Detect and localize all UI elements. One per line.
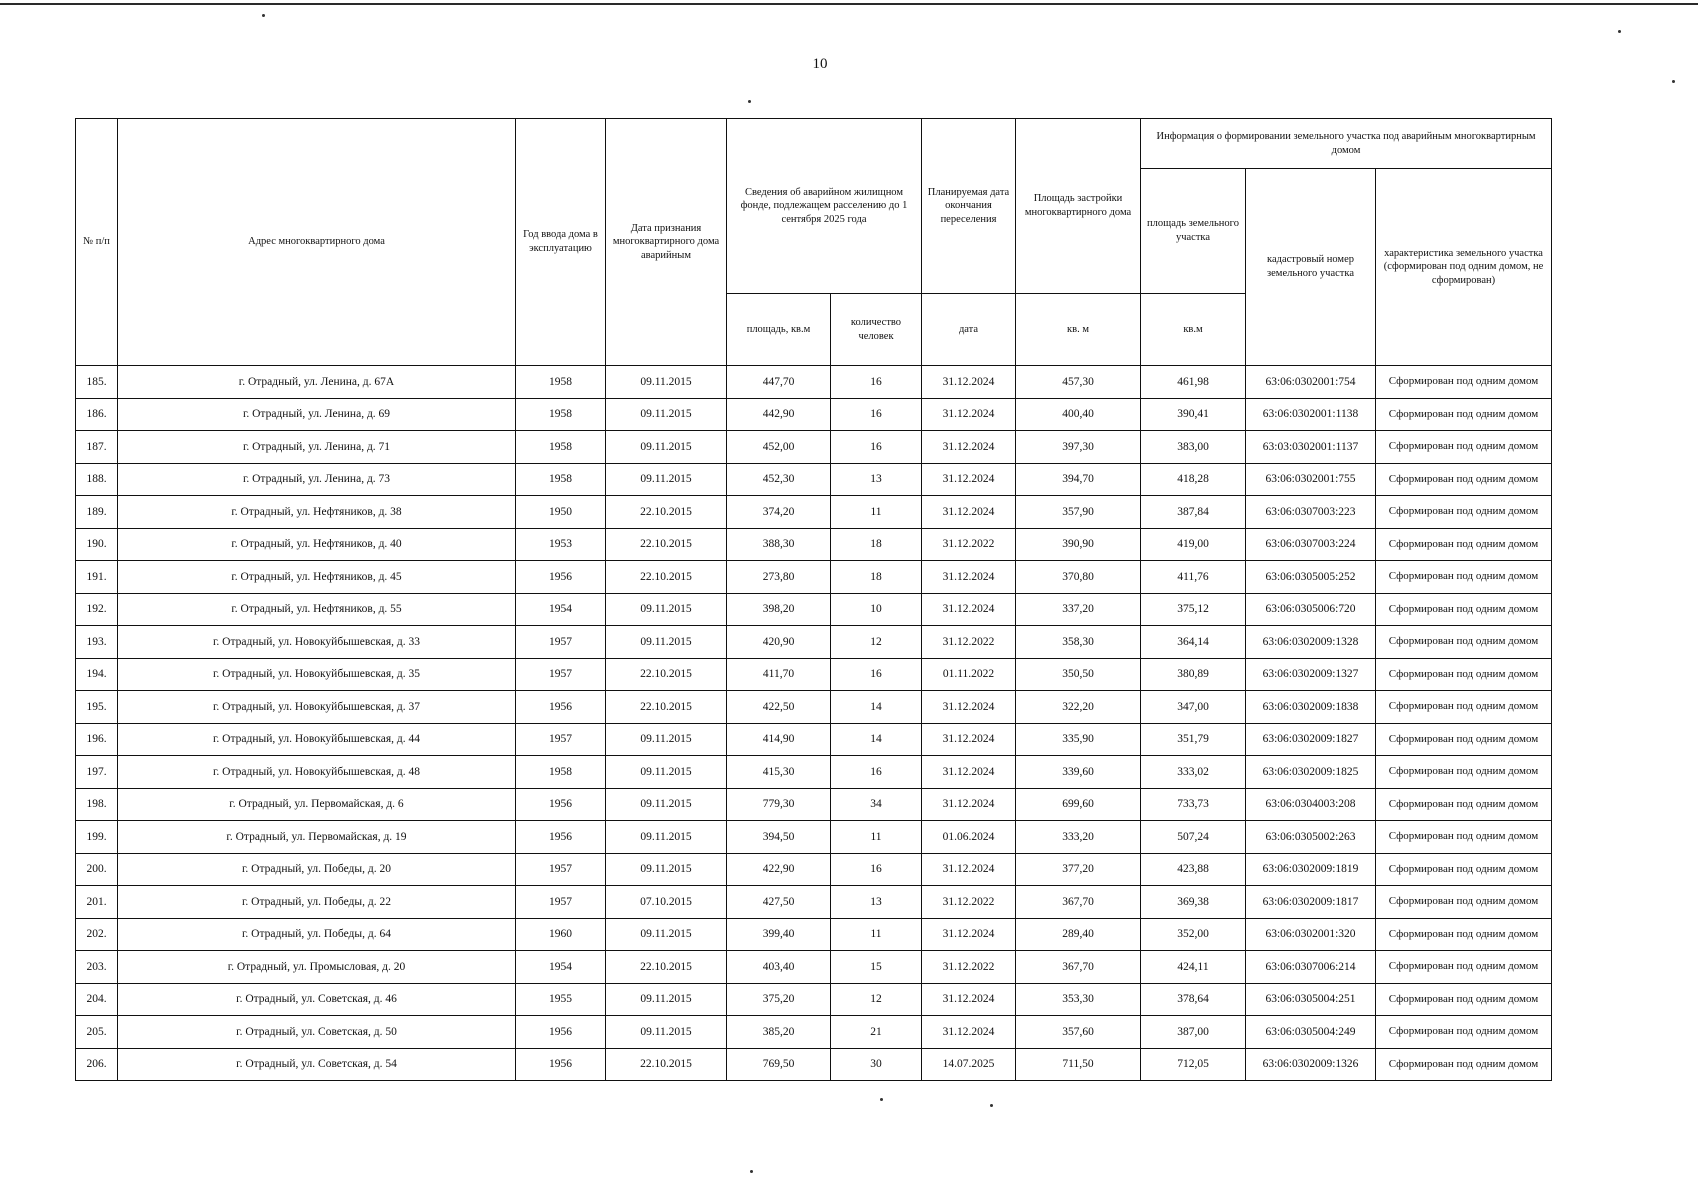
row-planned-date: 31.12.2022 bbox=[922, 951, 1016, 984]
row-area: 779,30 bbox=[727, 788, 831, 821]
row-number: 188. bbox=[76, 463, 118, 496]
table-row bbox=[76, 788, 1552, 821]
row-recognition-date: 09.11.2015 bbox=[606, 788, 727, 821]
row-building-area: 397,30 bbox=[1016, 431, 1141, 464]
table-row bbox=[76, 821, 1552, 854]
row-number: 185. bbox=[76, 366, 118, 399]
row-planned-date: 31.12.2024 bbox=[922, 756, 1016, 789]
row-planned-date: 01.11.2022 bbox=[922, 658, 1016, 691]
row-address: г. Отрадный, ул. Советская, д. 46 bbox=[118, 983, 516, 1016]
row-number: 194. bbox=[76, 658, 118, 691]
row-people: 34 bbox=[831, 788, 922, 821]
row-cadastral: 63:06:0302001:1138 bbox=[1246, 398, 1376, 431]
header-cadastral: кадастровый номер земельного участка bbox=[1246, 169, 1376, 366]
row-land-status: Сформирован под одним домом bbox=[1376, 1048, 1552, 1081]
row-address: г. Отрадный, ул. Ленина, д. 71 bbox=[118, 431, 516, 464]
row-people: 30 bbox=[831, 1048, 922, 1081]
row-planned-date: 31.12.2024 bbox=[922, 593, 1016, 626]
row-building-area: 357,90 bbox=[1016, 496, 1141, 529]
row-year: 1958 bbox=[516, 366, 606, 399]
row-people: 16 bbox=[831, 431, 922, 464]
scan-speck bbox=[990, 1104, 993, 1107]
row-year: 1957 bbox=[516, 853, 606, 886]
row-year: 1960 bbox=[516, 918, 606, 951]
row-year: 1954 bbox=[516, 951, 606, 984]
row-land-area: 352,00 bbox=[1141, 918, 1246, 951]
row-people: 16 bbox=[831, 853, 922, 886]
row-number: 199. bbox=[76, 821, 118, 854]
table-row bbox=[76, 1048, 1552, 1081]
row-year: 1956 bbox=[516, 821, 606, 854]
row-land-status: Сформирован под одним домом bbox=[1376, 723, 1552, 756]
row-recognition-date: 22.10.2015 bbox=[606, 691, 727, 724]
table-row bbox=[76, 366, 1552, 399]
row-year: 1953 bbox=[516, 528, 606, 561]
row-address: г. Отрадный, ул. Советская, д. 50 bbox=[118, 1016, 516, 1049]
row-year: 1955 bbox=[516, 983, 606, 1016]
row-cadastral: 63:06:0302009:1326 bbox=[1246, 1048, 1376, 1081]
row-building-area: 400,40 bbox=[1016, 398, 1141, 431]
top-scan-rule bbox=[0, 3, 1698, 5]
table-row bbox=[76, 951, 1552, 984]
row-land-area: 411,76 bbox=[1141, 561, 1246, 594]
row-area: 394,50 bbox=[727, 821, 831, 854]
row-area: 414,90 bbox=[727, 723, 831, 756]
row-address: г. Отрадный, ул. Новокуйбышевская, д. 35 bbox=[118, 658, 516, 691]
row-land-status: Сформирован под одним домом bbox=[1376, 691, 1552, 724]
row-area: 422,90 bbox=[727, 853, 831, 886]
table-row bbox=[76, 463, 1552, 496]
scan-speck bbox=[1618, 30, 1621, 33]
page-number: 10 bbox=[812, 56, 828, 72]
row-year: 1957 bbox=[516, 658, 606, 691]
row-land-area: 383,00 bbox=[1141, 431, 1246, 464]
row-area: 399,40 bbox=[727, 918, 831, 951]
row-building-area: 711,50 bbox=[1016, 1048, 1141, 1081]
row-area: 385,20 bbox=[727, 1016, 831, 1049]
row-recognition-date: 09.11.2015 bbox=[606, 821, 727, 854]
row-planned-date: 31.12.2024 bbox=[922, 463, 1016, 496]
row-people: 11 bbox=[831, 496, 922, 529]
row-address: г. Отрадный, ул. Нефтяников, д. 38 bbox=[118, 496, 516, 529]
subheader-date: дата bbox=[922, 294, 1016, 366]
row-address: г. Отрадный, ул. Нефтяников, д. 55 bbox=[118, 593, 516, 626]
row-land-area: 364,14 bbox=[1141, 626, 1246, 659]
row-area: 442,90 bbox=[727, 398, 831, 431]
row-cadastral: 63:03:0302001:1137 bbox=[1246, 431, 1376, 464]
row-building-area: 350,50 bbox=[1016, 658, 1141, 691]
row-cadastral: 63:06:0302009:1825 bbox=[1246, 756, 1376, 789]
row-recognition-date: 09.11.2015 bbox=[606, 853, 727, 886]
row-building-area: 289,40 bbox=[1016, 918, 1141, 951]
row-area: 388,30 bbox=[727, 528, 831, 561]
table-row bbox=[76, 593, 1552, 626]
row-land-area: 424,11 bbox=[1141, 951, 1246, 984]
row-year: 1956 bbox=[516, 788, 606, 821]
row-planned-date: 31.12.2024 bbox=[922, 723, 1016, 756]
table-row bbox=[76, 398, 1552, 431]
row-address: г. Отрадный, ул. Новокуйбышевская, д. 33 bbox=[118, 626, 516, 659]
row-recognition-date: 22.10.2015 bbox=[606, 561, 727, 594]
row-recognition-date: 09.11.2015 bbox=[606, 366, 727, 399]
row-address: г. Отрадный, ул. Первомайская, д. 6 bbox=[118, 788, 516, 821]
row-planned-date: 01.06.2024 bbox=[922, 821, 1016, 854]
row-land-area: 380,89 bbox=[1141, 658, 1246, 691]
row-building-area: 394,70 bbox=[1016, 463, 1141, 496]
row-year: 1956 bbox=[516, 1016, 606, 1049]
row-cadastral: 63:06:0302009:1328 bbox=[1246, 626, 1376, 659]
row-number: 191. bbox=[76, 561, 118, 594]
row-land-area: 387,00 bbox=[1141, 1016, 1246, 1049]
row-land-area: 712,05 bbox=[1141, 1048, 1246, 1081]
row-planned-date: 31.12.2022 bbox=[922, 626, 1016, 659]
row-land-area: 333,02 bbox=[1141, 756, 1246, 789]
row-planned-date: 14.07.2025 bbox=[922, 1048, 1016, 1081]
row-planned-date: 31.12.2024 bbox=[922, 918, 1016, 951]
row-land-status: Сформирован под одним домом bbox=[1376, 951, 1552, 984]
row-year: 1957 bbox=[516, 626, 606, 659]
row-land-area: 461,98 bbox=[1141, 366, 1246, 399]
header-recognition-date: Дата признания многоквартирного дома аварийным bbox=[606, 119, 727, 366]
row-land-status: Сформирован под одним домом bbox=[1376, 821, 1552, 854]
row-cadastral: 63:06:0302009:1817 bbox=[1246, 886, 1376, 919]
row-planned-date: 31.12.2024 bbox=[922, 1016, 1016, 1049]
row-people: 16 bbox=[831, 756, 922, 789]
row-building-area: 367,70 bbox=[1016, 951, 1141, 984]
table-row bbox=[76, 723, 1552, 756]
row-recognition-date: 22.10.2015 bbox=[606, 496, 727, 529]
scan-speck bbox=[880, 1098, 883, 1101]
row-cadastral: 63:06:0305004:249 bbox=[1246, 1016, 1376, 1049]
table-row bbox=[76, 1016, 1552, 1049]
header-land-characteristic: характеристика земельного участка (сформирован под одним домом, не сформирован) bbox=[1376, 169, 1552, 366]
row-land-status: Сформирован под одним домом bbox=[1376, 366, 1552, 399]
table-row bbox=[76, 561, 1552, 594]
row-cadastral: 63:06:0302001:320 bbox=[1246, 918, 1376, 951]
row-area: 427,50 bbox=[727, 886, 831, 919]
scan-speck bbox=[262, 14, 265, 17]
row-building-area: 333,20 bbox=[1016, 821, 1141, 854]
row-land-area: 375,12 bbox=[1141, 593, 1246, 626]
row-building-area: 699,60 bbox=[1016, 788, 1141, 821]
row-year: 1958 bbox=[516, 463, 606, 496]
row-land-status: Сформирован под одним домом bbox=[1376, 528, 1552, 561]
row-area: 420,90 bbox=[727, 626, 831, 659]
row-area: 447,70 bbox=[727, 366, 831, 399]
table-row bbox=[76, 528, 1552, 561]
row-land-status: Сформирован под одним домом bbox=[1376, 658, 1552, 691]
row-people: 16 bbox=[831, 366, 922, 399]
row-cadastral: 63:06:0307003:224 bbox=[1246, 528, 1376, 561]
table-row bbox=[76, 756, 1552, 789]
row-recognition-date: 09.11.2015 bbox=[606, 756, 727, 789]
row-cadastral: 63:06:0307006:214 bbox=[1246, 951, 1376, 984]
row-land-status: Сформирован под одним домом bbox=[1376, 463, 1552, 496]
table-row bbox=[76, 626, 1552, 659]
row-year: 1957 bbox=[516, 886, 606, 919]
row-land-area: 418,28 bbox=[1141, 463, 1246, 496]
row-cadastral: 63:06:0305004:251 bbox=[1246, 983, 1376, 1016]
table-row bbox=[76, 886, 1552, 919]
row-area: 452,00 bbox=[727, 431, 831, 464]
row-number: 186. bbox=[76, 398, 118, 431]
row-building-area: 370,80 bbox=[1016, 561, 1141, 594]
row-land-area: 378,64 bbox=[1141, 983, 1246, 1016]
row-land-status: Сформирован под одним домом bbox=[1376, 983, 1552, 1016]
row-recognition-date: 22.10.2015 bbox=[606, 658, 727, 691]
row-people: 18 bbox=[831, 561, 922, 594]
table-row bbox=[76, 691, 1552, 724]
row-area: 273,80 bbox=[727, 561, 831, 594]
row-people: 21 bbox=[831, 1016, 922, 1049]
row-number: 187. bbox=[76, 431, 118, 464]
row-cadastral: 63:06:0302001:754 bbox=[1246, 366, 1376, 399]
row-year: 1956 bbox=[516, 1048, 606, 1081]
row-building-area: 357,60 bbox=[1016, 1016, 1141, 1049]
table-row bbox=[76, 658, 1552, 691]
row-cadastral: 63:06:0302009:1819 bbox=[1246, 853, 1376, 886]
row-recognition-date: 09.11.2015 bbox=[606, 723, 727, 756]
row-year: 1954 bbox=[516, 593, 606, 626]
row-address: г. Отрадный, ул. Новокуйбышевская, д. 44 bbox=[118, 723, 516, 756]
row-address: г. Отрадный, ул. Советская, д. 54 bbox=[118, 1048, 516, 1081]
row-building-area: 339,60 bbox=[1016, 756, 1141, 789]
row-cadastral: 63:06:0302009:1827 bbox=[1246, 723, 1376, 756]
row-address: г. Отрадный, ул. Нефтяников, д. 45 bbox=[118, 561, 516, 594]
row-people: 18 bbox=[831, 528, 922, 561]
row-number: 197. bbox=[76, 756, 118, 789]
scan-speck bbox=[750, 1170, 753, 1173]
row-number: 192. bbox=[76, 593, 118, 626]
row-people: 13 bbox=[831, 886, 922, 919]
subheader-building-unit: кв. м bbox=[1016, 294, 1141, 366]
row-address: г. Отрадный, ул. Победы, д. 22 bbox=[118, 886, 516, 919]
row-year: 1957 bbox=[516, 723, 606, 756]
row-number: 190. bbox=[76, 528, 118, 561]
row-planned-date: 31.12.2022 bbox=[922, 886, 1016, 919]
subheader-area: площадь, кв.м bbox=[727, 294, 831, 366]
row-land-area: 347,00 bbox=[1141, 691, 1246, 724]
row-land-area: 507,24 bbox=[1141, 821, 1246, 854]
row-number: 195. bbox=[76, 691, 118, 724]
scan-speck bbox=[748, 100, 751, 103]
row-address: г. Отрадный, ул. Новокуйбышевская, д. 37 bbox=[118, 691, 516, 724]
row-cadastral: 63:06:0302001:755 bbox=[1246, 463, 1376, 496]
row-people: 16 bbox=[831, 658, 922, 691]
row-year: 1958 bbox=[516, 756, 606, 789]
row-people: 16 bbox=[831, 398, 922, 431]
row-cadastral: 63:06:0302009:1838 bbox=[1246, 691, 1376, 724]
row-area: 452,30 bbox=[727, 463, 831, 496]
emergency-housing-table bbox=[75, 118, 1552, 1081]
row-year: 1956 bbox=[516, 691, 606, 724]
row-address: г. Отрадный, ул. Ленина, д. 69 bbox=[118, 398, 516, 431]
row-planned-date: 31.12.2024 bbox=[922, 496, 1016, 529]
header-year: Год ввода дома в эксплуатацию bbox=[516, 119, 606, 366]
row-area: 415,30 bbox=[727, 756, 831, 789]
row-people: 14 bbox=[831, 723, 922, 756]
row-recognition-date: 22.10.2015 bbox=[606, 951, 727, 984]
row-land-status: Сформирован под одним домом bbox=[1376, 561, 1552, 594]
row-building-area: 353,30 bbox=[1016, 983, 1141, 1016]
row-land-status: Сформирован под одним домом bbox=[1376, 788, 1552, 821]
row-land-area: 387,84 bbox=[1141, 496, 1246, 529]
row-people: 12 bbox=[831, 983, 922, 1016]
table-body bbox=[76, 366, 1552, 1081]
row-recognition-date: 09.11.2015 bbox=[606, 1016, 727, 1049]
row-recognition-date: 22.10.2015 bbox=[606, 528, 727, 561]
row-land-status: Сформирован под одним домом bbox=[1376, 756, 1552, 789]
row-address: г. Отрадный, ул. Ленина, д. 67А bbox=[118, 366, 516, 399]
row-land-area: 419,00 bbox=[1141, 528, 1246, 561]
row-building-area: 390,90 bbox=[1016, 528, 1141, 561]
row-number: 200. bbox=[76, 853, 118, 886]
row-people: 12 bbox=[831, 626, 922, 659]
row-land-status: Сформирован под одним домом bbox=[1376, 398, 1552, 431]
row-cadastral: 63:06:0305006:720 bbox=[1246, 593, 1376, 626]
row-planned-date: 31.12.2022 bbox=[922, 528, 1016, 561]
row-people: 11 bbox=[831, 918, 922, 951]
row-land-status: Сформирован под одним домом bbox=[1376, 431, 1552, 464]
header-num: № п/п bbox=[76, 119, 118, 366]
row-land-status: Сформирован под одним домом bbox=[1376, 496, 1552, 529]
row-area: 375,20 bbox=[727, 983, 831, 1016]
header-land-area: площадь земельного участка bbox=[1141, 169, 1246, 294]
row-number: 203. bbox=[76, 951, 118, 984]
row-area: 411,70 bbox=[727, 658, 831, 691]
row-address: г. Отрадный, ул. Нефтяников, д. 40 bbox=[118, 528, 516, 561]
header-address: Адрес многоквартирного дома bbox=[118, 119, 516, 366]
row-planned-date: 31.12.2024 bbox=[922, 366, 1016, 399]
row-building-area: 367,70 bbox=[1016, 886, 1141, 919]
header-planned-date: Планируемая дата окончания переселения bbox=[922, 119, 1016, 294]
row-building-area: 322,20 bbox=[1016, 691, 1141, 724]
row-land-status: Сформирован под одним домом bbox=[1376, 886, 1552, 919]
row-area: 403,40 bbox=[727, 951, 831, 984]
row-planned-date: 31.12.2024 bbox=[922, 691, 1016, 724]
row-recognition-date: 09.11.2015 bbox=[606, 983, 727, 1016]
row-area: 769,50 bbox=[727, 1048, 831, 1081]
row-recognition-date: 09.11.2015 bbox=[606, 918, 727, 951]
table-row bbox=[76, 918, 1552, 951]
row-people: 14 bbox=[831, 691, 922, 724]
row-number: 193. bbox=[76, 626, 118, 659]
row-land-status: Сформирован под одним домом bbox=[1376, 1016, 1552, 1049]
scan-speck bbox=[1672, 80, 1675, 83]
row-land-status: Сформирован под одним домом bbox=[1376, 593, 1552, 626]
row-address: г. Отрадный, ул. Промысловая, д. 20 bbox=[118, 951, 516, 984]
header-building-area: Площадь застройки многоквартирного дома bbox=[1016, 119, 1141, 294]
row-area: 422,50 bbox=[727, 691, 831, 724]
row-building-area: 358,30 bbox=[1016, 626, 1141, 659]
row-recognition-date: 09.11.2015 bbox=[606, 626, 727, 659]
row-cadastral: 63:06:0305005:252 bbox=[1246, 561, 1376, 594]
row-cadastral: 63:06:0307003:223 bbox=[1246, 496, 1376, 529]
row-recognition-date: 09.11.2015 bbox=[606, 463, 727, 496]
row-building-area: 337,20 bbox=[1016, 593, 1141, 626]
row-recognition-date: 07.10.2015 bbox=[606, 886, 727, 919]
row-number: 196. bbox=[76, 723, 118, 756]
row-land-area: 351,79 bbox=[1141, 723, 1246, 756]
row-number: 201. bbox=[76, 886, 118, 919]
row-address: г. Отрадный, ул. Новокуйбышевская, д. 48 bbox=[118, 756, 516, 789]
row-land-area: 423,88 bbox=[1141, 853, 1246, 886]
row-land-area: 733,73 bbox=[1141, 788, 1246, 821]
row-cadastral: 63:06:0304003:208 bbox=[1246, 788, 1376, 821]
row-cadastral: 63:06:0302009:1327 bbox=[1246, 658, 1376, 691]
row-year: 1956 bbox=[516, 561, 606, 594]
row-address: г. Отрадный, ул. Ленина, д. 73 bbox=[118, 463, 516, 496]
row-planned-date: 31.12.2024 bbox=[922, 853, 1016, 886]
row-cadastral: 63:06:0305002:263 bbox=[1246, 821, 1376, 854]
row-number: 198. bbox=[76, 788, 118, 821]
row-people: 13 bbox=[831, 463, 922, 496]
subheader-people: количество человек bbox=[831, 294, 922, 366]
row-people: 15 bbox=[831, 951, 922, 984]
row-year: 1958 bbox=[516, 431, 606, 464]
row-building-area: 335,90 bbox=[1016, 723, 1141, 756]
row-planned-date: 31.12.2024 bbox=[922, 788, 1016, 821]
row-recognition-date: 09.11.2015 bbox=[606, 398, 727, 431]
row-address: г. Отрадный, ул. Первомайская, д. 19 bbox=[118, 821, 516, 854]
row-planned-date: 31.12.2024 bbox=[922, 983, 1016, 1016]
row-land-status: Сформирован под одним домом bbox=[1376, 853, 1552, 886]
table-row bbox=[76, 496, 1552, 529]
row-number: 205. bbox=[76, 1016, 118, 1049]
row-year: 1950 bbox=[516, 496, 606, 529]
row-number: 206. bbox=[76, 1048, 118, 1081]
row-number: 189. bbox=[76, 496, 118, 529]
row-address: г. Отрадный, ул. Победы, д. 64 bbox=[118, 918, 516, 951]
row-planned-date: 31.12.2024 bbox=[922, 561, 1016, 594]
subheader-land-unit: кв.м bbox=[1141, 294, 1246, 366]
table-row bbox=[76, 983, 1552, 1016]
row-land-status: Сформирован под одним домом bbox=[1376, 626, 1552, 659]
row-land-area: 369,38 bbox=[1141, 886, 1246, 919]
row-people: 11 bbox=[831, 821, 922, 854]
row-number: 204. bbox=[76, 983, 118, 1016]
row-land-status: Сформирован под одним домом bbox=[1376, 918, 1552, 951]
header-land-info: Информация о формировании земельного участка под аварийным многоквартирным домом bbox=[1141, 119, 1552, 169]
row-number: 202. bbox=[76, 918, 118, 951]
table-row bbox=[76, 853, 1552, 886]
row-building-area: 457,30 bbox=[1016, 366, 1141, 399]
row-planned-date: 31.12.2024 bbox=[922, 398, 1016, 431]
row-area: 398,20 bbox=[727, 593, 831, 626]
row-planned-date: 31.12.2024 bbox=[922, 431, 1016, 464]
row-recognition-date: 22.10.2015 bbox=[606, 1048, 727, 1081]
row-area: 374,20 bbox=[727, 496, 831, 529]
row-recognition-date: 09.11.2015 bbox=[606, 431, 727, 464]
row-address: г. Отрадный, ул. Победы, д. 20 bbox=[118, 853, 516, 886]
row-year: 1958 bbox=[516, 398, 606, 431]
row-land-area: 390,41 bbox=[1141, 398, 1246, 431]
row-recognition-date: 09.11.2015 bbox=[606, 593, 727, 626]
row-people: 10 bbox=[831, 593, 922, 626]
header-emergency-fund: Сведения об аварийном жилищном фонде, подлежащем расселению до 1 сентября 2025 года bbox=[727, 119, 922, 294]
table-row bbox=[76, 431, 1552, 464]
row-building-area: 377,20 bbox=[1016, 853, 1141, 886]
